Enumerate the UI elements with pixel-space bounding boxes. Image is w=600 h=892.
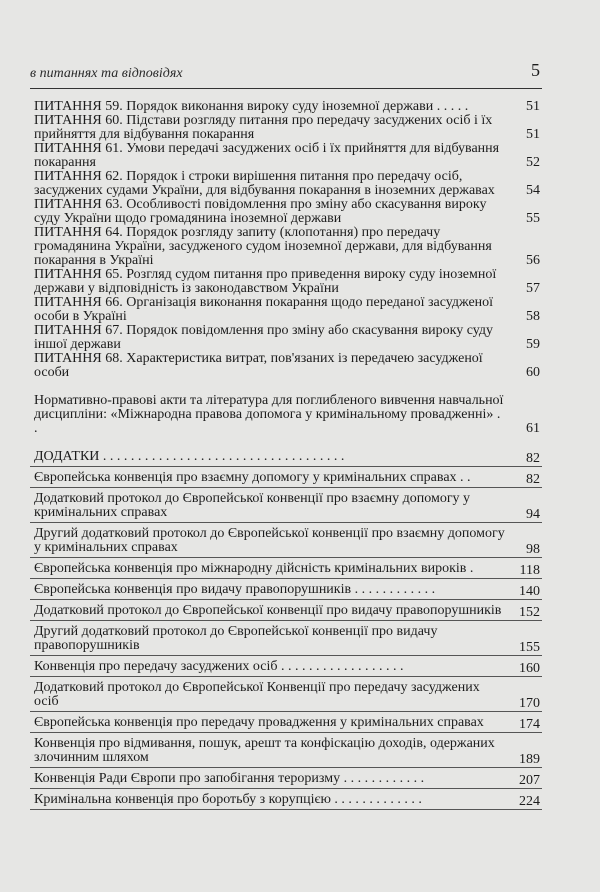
- table-of-contents: [30, 100, 542, 810]
- toc-entry: [30, 296, 542, 324]
- entry-text: Конвенція Ради Європи про запобігання тероризму . . . . . . . . . . . .: [34, 771, 425, 786]
- toc-entry: [30, 114, 542, 142]
- entry-page: 51: [526, 127, 540, 142]
- entry-text: ПИТАННЯ 68. Характеристика витрат, пов'язаних із передачею засудженої особи: [34, 351, 483, 380]
- entry-page: 60: [526, 365, 540, 380]
- toc-entry: [30, 467, 542, 488]
- toc-entry: [30, 100, 542, 114]
- running-header-title: в питаннях та відповідях: [30, 66, 183, 81]
- toc-entry: [30, 324, 542, 352]
- toc-entry: [30, 600, 542, 621]
- entry-text: Європейська конвенція про міжнародну дійсність кримінальних вироків .: [34, 561, 474, 576]
- toc-entry: [30, 488, 542, 523]
- toc-entry: [30, 621, 542, 656]
- entry-text: ПИТАННЯ 60. Підстави розгляду питання про передачу засуджених осіб і їх прийняття для відбування покарання: [34, 113, 493, 142]
- running-header: [30, 62, 542, 89]
- toc-entry: [30, 352, 542, 380]
- entry-page: 98: [526, 542, 540, 557]
- toc-entry: [30, 226, 542, 268]
- entry-page: 140: [519, 584, 540, 599]
- entry-text: Додатковий протокол до Європейської конвенції про видачу правопорушників: [34, 603, 502, 618]
- toc-entry: [30, 142, 542, 170]
- entry-text: Європейська конвенція про взаємну допомогу у кримінальних справах . .: [34, 470, 471, 485]
- toc-entry: [30, 768, 542, 789]
- question-list: [30, 100, 542, 380]
- entry-text: ПИТАННЯ 64. Порядок розгляду запиту (клопотання) про передачу громадянина України, засудженого судом іноземної держави, для відбування покарання в Україні: [34, 225, 492, 268]
- entry-page: 54: [526, 183, 540, 198]
- entry-page: 82: [526, 472, 540, 487]
- entry-page: 170: [519, 696, 540, 711]
- entry-text: Другий додатковий протокол до Європейської конвенції про взаємну допомогу у кримінальних справах: [34, 526, 505, 555]
- toc-entry: [30, 558, 542, 579]
- entry-text: ПИТАННЯ 67. Порядок повідомлення про зміну або скасування вироку суду іншої держави: [34, 323, 494, 352]
- entry-text: ПИТАННЯ 61. Умови передачі засуджених осіб і їх прийняття для відбування покарання: [34, 141, 500, 170]
- appendix-heading: [30, 446, 542, 467]
- toc-entry: [30, 170, 542, 198]
- entry-text: Європейська конвенція про передачу провадження у кримінальних справах: [34, 715, 484, 730]
- entry-text: Конвенція про передачу засуджених осіб . . . . . . . . . . . . . . . . . .: [34, 659, 404, 674]
- entry-page: 56: [526, 253, 540, 268]
- entry-text: Другий додатковий протокол до Європейської конвенції про видачу правопорушників: [34, 624, 438, 653]
- entry-page: 61: [526, 421, 540, 436]
- entry-page: 174: [519, 717, 540, 732]
- entry-text: ПИТАННЯ 63. Особливості повідомлення про зміну або скасування вироку суду України щодо громадянина іноземної держави: [34, 197, 487, 226]
- entry-text: ПИТАННЯ 65. Розгляд судом питання про приведення вироку суду іноземної держави у відповідність із законодавством України: [34, 267, 497, 296]
- entry-page: 224: [519, 794, 540, 809]
- entry-page: 94: [526, 507, 540, 522]
- entry-text: ПИТАННЯ 62. Порядок і строки вирішення питання про передачу осіб, засуджених судами України, для відбування покарання в іноземних державах: [34, 169, 495, 198]
- entry-text: Кримінальна конвенція про боротьбу з корупцією . . . . . . . . . . . . .: [34, 792, 422, 807]
- entry-text: Додатковий протокол до Європейської конвенції про взаємну допомогу у кримінальних справах: [34, 491, 471, 520]
- entry-page: 52: [526, 155, 540, 170]
- entry-text: ДОДАТКИ . . . . . . . . . . . . . . . . . . . . . . . . . . . . . . . . . . .: [34, 449, 345, 464]
- toc-entry: [30, 656, 542, 677]
- entry-text: ПИТАННЯ 66. Організація виконання покарання щодо переданої засудженої особи в Україні: [34, 295, 494, 324]
- entry-text: Європейська конвенція про видачу правопорушників . . . . . . . . . . . .: [34, 582, 436, 597]
- entry-page: 82: [526, 451, 540, 466]
- entry-page: 59: [526, 337, 540, 352]
- page-number: 5: [531, 60, 540, 80]
- entry-page: 160: [519, 661, 540, 676]
- entry-page: 155: [519, 640, 540, 655]
- toc-entry: [30, 712, 542, 733]
- entry-page: 207: [519, 773, 540, 788]
- toc-entry: [30, 733, 542, 768]
- entry-page: 55: [526, 211, 540, 226]
- entry-text: ПИТАННЯ 59. Порядок виконання вироку суду іноземної держави . . . . .: [34, 99, 469, 114]
- toc-entry: [30, 268, 542, 296]
- entry-page: 189: [519, 752, 540, 767]
- entry-page: 118: [519, 563, 540, 578]
- toc-entry: [30, 198, 542, 226]
- entry-text: Нормативно-правові акти та література для поглибленого вивчення навчальної дисципліни: «Міжнародна правова допомога у кримінальному провадженні» . .: [34, 393, 504, 436]
- entry-page: 51: [526, 99, 540, 114]
- toc-entry: [30, 677, 542, 712]
- entry-page: 57: [526, 281, 540, 296]
- toc-entry: [30, 579, 542, 600]
- entry-text: Додатковий протокол до Європейської Конвенції про передачу засуджених осіб: [34, 680, 480, 709]
- entry-text: Конвенція про відмивання, пошук, арешт та конфіскацію доходів, одержаних злочинним шляхом: [34, 736, 495, 765]
- toc-entry: [30, 523, 542, 558]
- entry-page: 58: [526, 309, 540, 324]
- toc-entry: [30, 789, 542, 810]
- appendix-list: [30, 446, 542, 810]
- entry-page: 152: [519, 605, 540, 620]
- literature-entry: [30, 394, 542, 436]
